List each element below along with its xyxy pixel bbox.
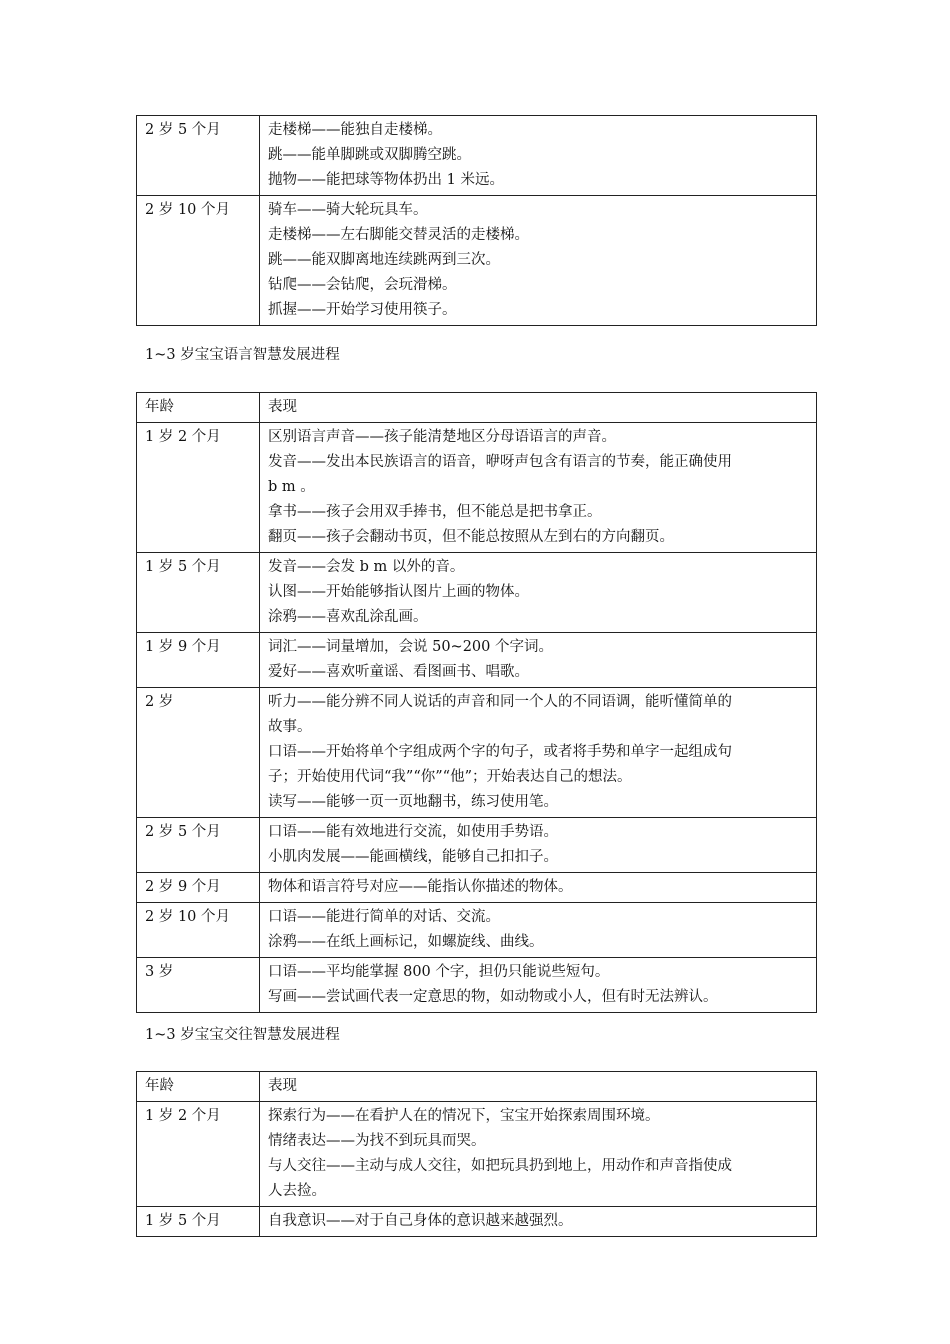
motor-table-body <box>137 116 817 326</box>
description-line: 区别语言声音——孩子能清楚地区分母语语言的声音。 <box>268 429 616 445</box>
social-table <box>136 1071 817 1237</box>
description-line: 发音——发出本民族语言的语音，咿呀声包含有语言的节奏，能正确使用 <box>268 454 732 470</box>
age-cell: 2 岁 5 个月 <box>137 116 260 196</box>
age-cell: 2 岁 <box>137 688 260 818</box>
age-cell: 2 岁 5 个月 <box>137 818 260 873</box>
description-line: 小肌肉发展——能画横线，能够自己扣扣子。 <box>268 849 558 865</box>
description-line: 自我意识——对于自己身体的意识越来越强烈。 <box>268 1213 573 1229</box>
description-cell <box>260 818 817 873</box>
description-line: 爱好——喜欢听童谣、看图画书、唱歌。 <box>268 664 529 680</box>
table-row <box>137 818 817 873</box>
description-line: 发音——会发 b m 以外的音。 <box>268 559 465 575</box>
description-line: 骑车——骑大轮玩具车。 <box>268 202 428 218</box>
language-heading: 1~3 岁宝宝语言智慧发展进程 <box>145 347 340 363</box>
table-header-row <box>137 1072 817 1102</box>
description-line: 探索行为——在看护人在的情况下，宝宝开始探索周围环境。 <box>268 1108 660 1124</box>
description-cell <box>260 116 817 196</box>
header-age: 年龄 <box>137 393 260 423</box>
table-row <box>137 116 817 196</box>
age-cell: 3 岁 <box>137 958 260 1013</box>
description-line: 抛物——能把球等物体扔出 1 米远。 <box>268 172 504 188</box>
description-line: 人去捡。 <box>268 1183 326 1199</box>
table-row <box>137 633 817 688</box>
description-line: 走楼梯——能独自走楼梯。 <box>268 122 442 138</box>
description-line: 口语——能有效地进行交流，如使用手势语。 <box>268 824 558 840</box>
age-cell: 2 岁 10 个月 <box>137 196 260 326</box>
social-table-body <box>137 1072 817 1237</box>
age-cell: 1 岁 5 个月 <box>137 553 260 633</box>
description-cell <box>260 1102 817 1207</box>
description-line: 词汇——词量增加，会说 50~200 个字词。 <box>268 639 553 655</box>
table-row <box>137 1207 817 1237</box>
table-row <box>137 873 817 903</box>
table-header-row <box>137 393 817 423</box>
description-line: 跳——能单脚跳或双脚腾空跳。 <box>268 147 471 163</box>
description-line: 故事。 <box>268 719 312 735</box>
description-line: 口语——能进行简单的对话、交流。 <box>268 909 500 925</box>
description-cell <box>260 958 817 1013</box>
description-cell <box>260 903 817 958</box>
header-desc: 表现 <box>260 1072 817 1102</box>
description-line: 钻爬——会钻爬，会玩滑梯。 <box>268 277 457 293</box>
description-line: 涂鸦——喜欢乱涂乱画。 <box>268 609 428 625</box>
table-row <box>137 958 817 1013</box>
motor-table <box>136 115 817 326</box>
description-line: 翻页——孩子会翻动书页，但不能总按照从左到右的方向翻页。 <box>268 529 674 545</box>
age-cell: 2 岁 10 个月 <box>137 903 260 958</box>
table-row <box>137 423 817 553</box>
social-heading: 1~3 岁宝宝交往智慧发展进程 <box>145 1027 340 1043</box>
description-line: 抓握——开始学习使用筷子。 <box>268 302 457 318</box>
header-desc: 表现 <box>260 393 817 423</box>
description-line: 听力——能分辨不同人说话的声音和同一个人的不同语调，能听懂简单的 <box>268 694 732 710</box>
age-cell: 1 岁 9 个月 <box>137 633 260 688</box>
table-row <box>137 1102 817 1207</box>
age-cell: 1 岁 2 个月 <box>137 423 260 553</box>
language-table <box>136 392 817 1013</box>
header-age: 年龄 <box>137 1072 260 1102</box>
description-line: 写画——尝试画代表一定意思的物，如动物或小人，但有时无法辨认。 <box>268 989 718 1005</box>
description-line: 口语——开始将单个字组成两个字的句子，或者将手势和单字一起组成句 <box>268 744 732 760</box>
description-line: 跳——能双脚离地连续跳两到三次。 <box>268 252 500 268</box>
age-cell: 1 岁 5 个月 <box>137 1207 260 1237</box>
description-line: b m 。 <box>268 479 315 495</box>
description-cell <box>260 633 817 688</box>
description-line: 与人交往——主动与成人交往，如把玩具扔到地上，用动作和声音指使成 <box>268 1158 732 1174</box>
description-cell <box>260 873 817 903</box>
description-line: 子；开始使用代词“我”“你”“他”；开始表达自己的想法。 <box>268 769 632 785</box>
description-line: 走楼梯——左右脚能交替灵活的走楼梯。 <box>268 227 529 243</box>
description-cell <box>260 423 817 553</box>
table-row <box>137 903 817 958</box>
description-line: 拿书——孩子会用双手捧书，但不能总是把书拿正。 <box>268 504 602 520</box>
age-cell: 2 岁 9 个月 <box>137 873 260 903</box>
description-line: 涂鸦——在纸上画标记，如螺旋线、曲线。 <box>268 934 544 950</box>
description-line: 读写——能够一页一页地翻书，练习使用笔。 <box>268 794 558 810</box>
age-cell: 1 岁 2 个月 <box>137 1102 260 1207</box>
language-table-body <box>137 393 817 1013</box>
description-cell <box>260 196 817 326</box>
table-row <box>137 688 817 818</box>
description-cell <box>260 553 817 633</box>
table-row <box>137 553 817 633</box>
description-line: 认图——开始能够指认图片上画的物体。 <box>268 584 529 600</box>
description-cell <box>260 688 817 818</box>
description-line: 情绪表达——为找不到玩具而哭。 <box>268 1133 486 1149</box>
description-line: 物体和语言符号对应——能指认你描述的物体。 <box>268 879 573 895</box>
table-row <box>137 196 817 326</box>
description-line: 口语——平均能掌握 800 个字，担仍只能说些短句。 <box>268 964 610 980</box>
description-cell <box>260 1207 817 1237</box>
